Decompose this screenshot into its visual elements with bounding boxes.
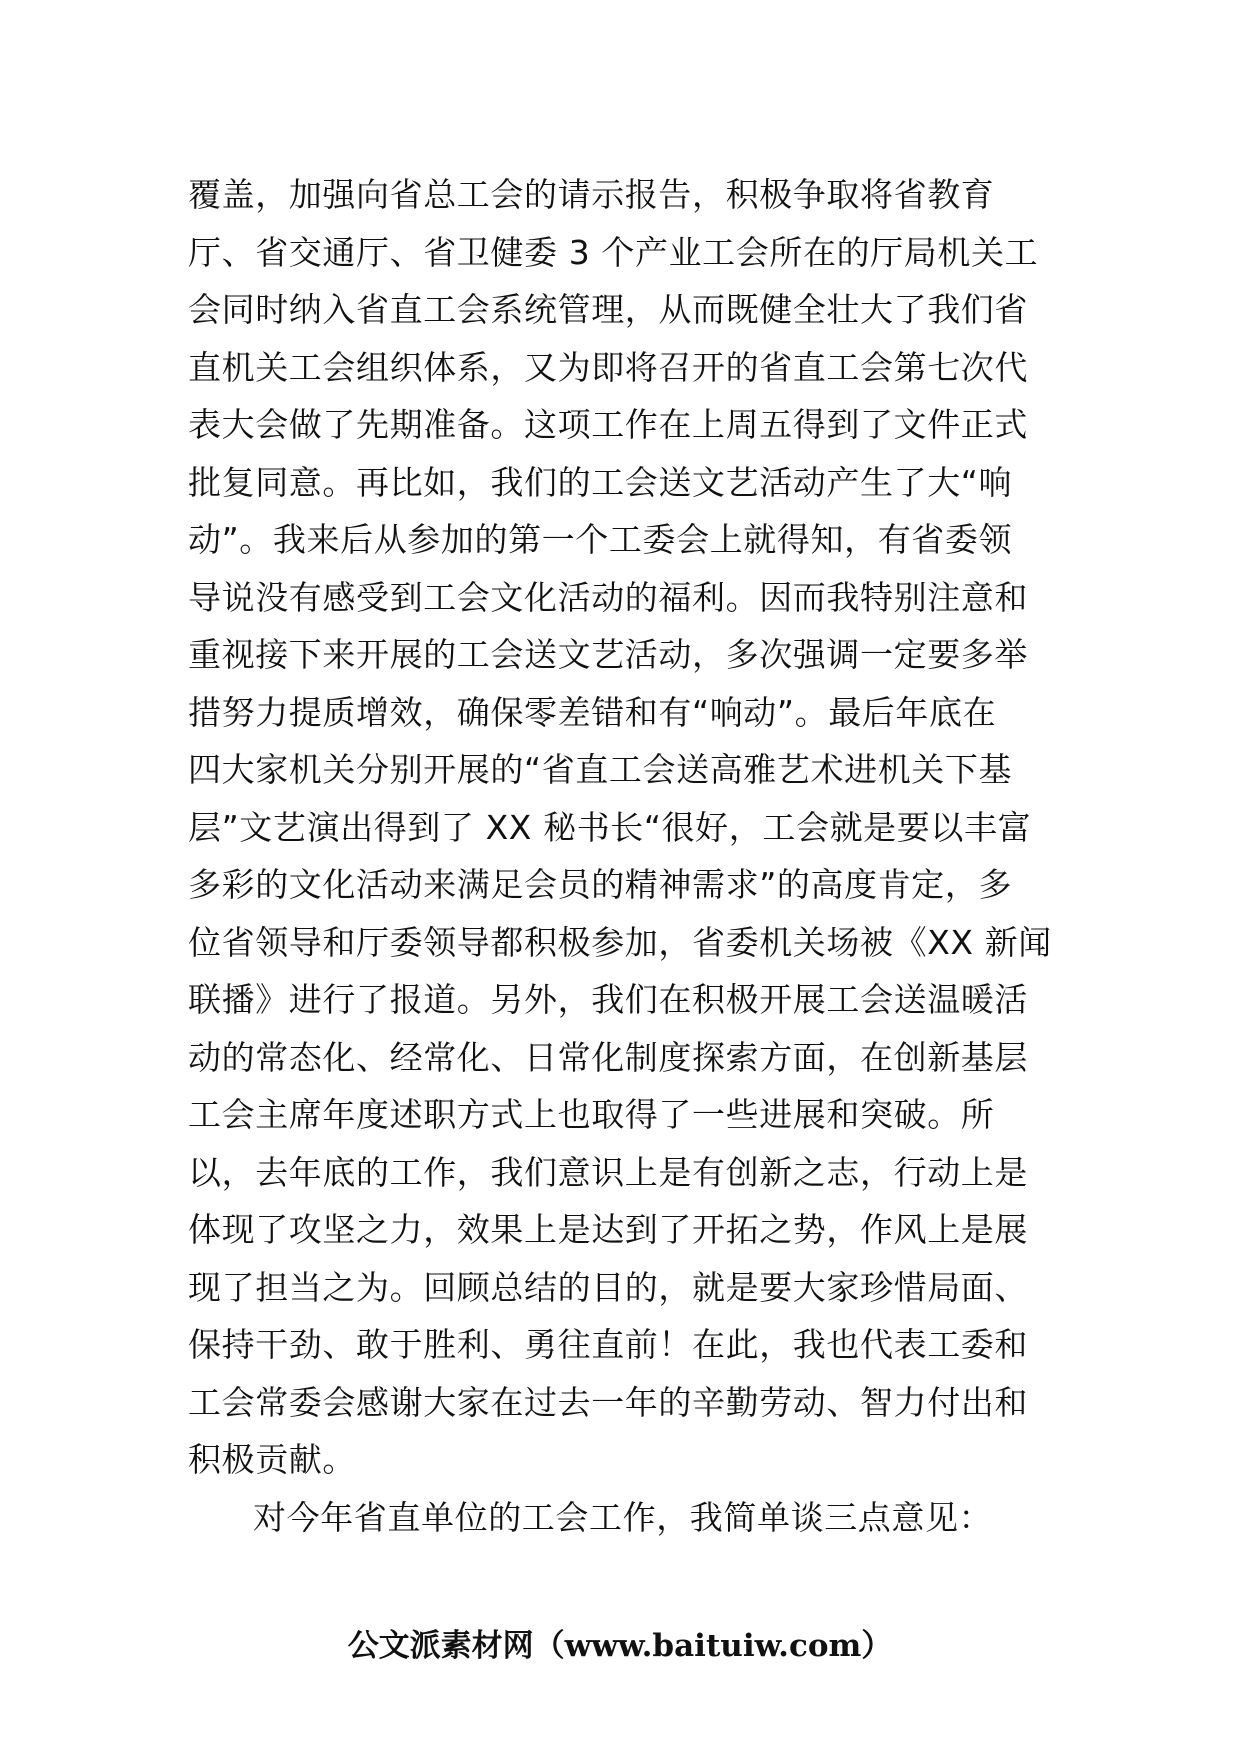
text-line: 直机关工会组织体系，又为即将召开的省直工会第七次代	[188, 347, 1028, 387]
text-line: 工会主席年度述职方式上也取得了一些进展和突破。所	[188, 1095, 995, 1134]
text-line: 多彩的文化活动来满足会员的精神需求”的高度肯定，多	[188, 865, 1013, 904]
text-line: 导说没有感受到工会文化活动的福利。因而我特别注意和	[188, 577, 1028, 617]
text-line: 以，去年底的工作，我们意识上是有创新之志，行动上是	[188, 1152, 1028, 1192]
text-line: 动”。我来后从参加的第一个工委会上就得知，有省委领	[188, 520, 1013, 559]
text-line: 厅、省交通厅、省卫健委 3 个产业工会所在的厅局机关工	[188, 232, 1039, 272]
text-line: 措努力提质增效，确保零差错和有“响动”。最后年底在	[188, 692, 997, 732]
body-text	[188, 166, 1068, 1546]
text-line: 覆盖，加强向省总工会的请示报告，积极争取将省教育	[188, 175, 995, 214]
text-line: 保持干劲、敢于胜利、勇往直前！在此，我也代表工委和	[188, 1325, 1028, 1364]
text-line: 工会常委会感谢大家在过去一年的辛勤劳动、智力付出和	[188, 1382, 1028, 1422]
closing-paragraph: 对今年省直单位的工会工作，我简单谈三点意见：	[253, 1497, 993, 1537]
text-line: 四大家机关分别开展的“省直工会送高雅艺术进机关下基	[188, 750, 1013, 789]
text-line: 联播》进行了报道。另外，我们在积极开展工会送温暖活	[188, 980, 1028, 1019]
text-line: 会同时纳入省直工会系统管理，从而既健全壮大了我们省	[188, 290, 1028, 329]
text-line: 批复同意。再比如，我们的工会送文艺活动产生了大“响	[188, 462, 1013, 502]
text-line: 表大会做了先期准备。这项工作在上周五得到了文件正式	[188, 405, 1028, 444]
footer-source: 公文派素材网（www.baituiw.com）	[347, 1628, 893, 1664]
text-line: 现了担当之为。回顾总结的目的，就是要大家珍惜局面、	[188, 1267, 1028, 1307]
text-line: 位省领导和厅委领导都积极参加，省委机关场被《XX 新闻	[188, 922, 1052, 962]
text-line: 层”文艺演出得到了 XX 秘书长“很好，工会就是要以丰富	[188, 807, 1032, 847]
text-line: 重视接下来开展的工会送文艺活动，多次强调一定要多举	[188, 635, 1028, 674]
text-line: 体现了攻坚之力，效果上是达到了开拓之势，作风上是展	[188, 1210, 1028, 1249]
text-line: 积极贡献。	[188, 1440, 356, 1479]
text-line: 动的常态化、经常化、日常化制度探索方面，在创新基层	[188, 1037, 1028, 1077]
